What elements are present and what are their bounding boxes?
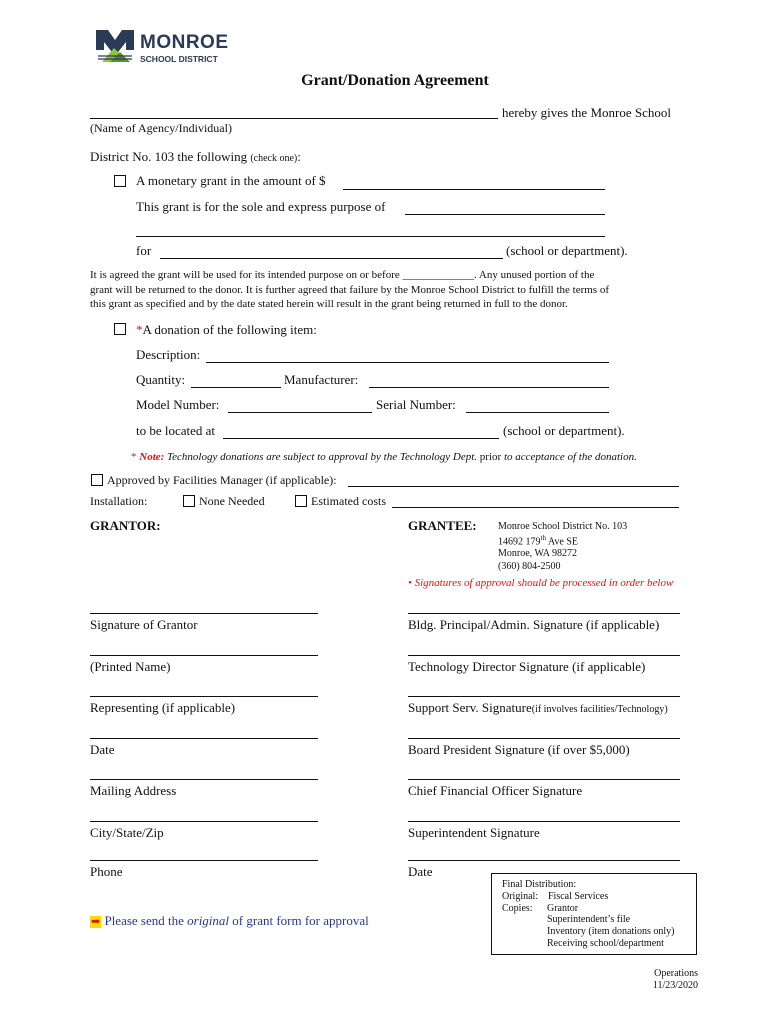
- note-word: Note:: [139, 451, 165, 463]
- tech-director-signature-line[interactable]: [408, 655, 680, 656]
- check-one-text: (check one): [250, 153, 298, 164]
- note-star: *: [131, 451, 137, 463]
- for-label: for: [136, 243, 152, 258]
- footer-dept: Operations: [654, 968, 698, 979]
- district-text: District No. 103 the following: [90, 149, 248, 164]
- send-original-note: [90, 913, 369, 929]
- page-title: Grant/Donation Agreement: [301, 72, 489, 89]
- grantee-address-1: Monroe School District No. 103: [498, 521, 628, 532]
- grantor-city-line[interactable]: [90, 821, 318, 822]
- distribution-copies-label: Copies:: [502, 903, 533, 914]
- donation-label: A donation of the following item:: [142, 322, 317, 337]
- grantor-printed-name-label: (Printed Name): [90, 659, 171, 674]
- donation-checkbox[interactable]: [114, 323, 126, 335]
- support-serv-text: Support Serv. Signature: [408, 700, 532, 715]
- purpose-line-2[interactable]: [136, 236, 605, 237]
- estimated-costs-checkbox[interactable]: [295, 495, 307, 507]
- purpose-line[interactable]: [405, 214, 605, 215]
- cfo-signature-line[interactable]: [408, 779, 680, 780]
- manufacturer-label: Manufacturer:: [284, 372, 359, 387]
- serial-line[interactable]: [466, 412, 609, 413]
- distribution-copy-1: Grantor: [547, 903, 579, 914]
- grantee-date-label: Date: [408, 864, 433, 879]
- facilities-line[interactable]: [348, 486, 679, 487]
- for-school-line[interactable]: [160, 258, 503, 259]
- distribution-copy-4: Receiving school/department: [547, 938, 664, 949]
- approval-order-note: • Signatures of approval should be processed in order below: [408, 577, 674, 589]
- agreement-line-3: this grant as specified and by the date stated herein will result in the grant being returned in full to the donor.: [90, 298, 568, 310]
- grantee-address-3: Monroe, WA 98272: [498, 548, 577, 559]
- grantor-mailing-label: Mailing Address: [90, 783, 177, 798]
- grantee-address-2: [498, 534, 578, 547]
- located-label: to be located at: [136, 423, 216, 438]
- monetary-checkbox[interactable]: [114, 175, 126, 187]
- none-needed-label: None Needed: [199, 494, 265, 508]
- facilities-checkbox[interactable]: [91, 474, 103, 486]
- grantor-mailing-line[interactable]: [90, 779, 318, 780]
- send-pre: Please send the: [104, 913, 184, 928]
- gives-text: hereby gives the Monroe School: [502, 105, 671, 120]
- distribution-copy-2: Superintendent’s file: [547, 914, 631, 925]
- agreement-line-2: grant will be returned to the donor. It is further agreed that failure by the Monroe School District to fulfill the terms of: [90, 284, 609, 296]
- model-label: Model Number:: [136, 397, 220, 412]
- grantor-date-label: Date: [90, 742, 115, 757]
- grantee-date-line[interactable]: [408, 860, 680, 861]
- superintendent-signature-label: Superintendent Signature: [408, 825, 540, 840]
- grantor-phone-label: Phone: [90, 864, 123, 879]
- installation-label: Installation:: [90, 494, 148, 508]
- support-serv-signature-line[interactable]: [408, 696, 680, 697]
- board-president-signature-label: Board President Signature (if over $5,000): [408, 742, 630, 757]
- donation-label-row: [136, 322, 317, 338]
- distribution-original-label: Original:: [502, 891, 539, 902]
- arrow-icon: ➡: [91, 916, 101, 928]
- grantor-signature-line[interactable]: [90, 613, 318, 614]
- logo-name: MONROE: [140, 32, 229, 53]
- send-post: of grant form for approval: [232, 913, 369, 928]
- grantor-phone-line[interactable]: [90, 860, 318, 861]
- monroe-logo-mark: [96, 28, 134, 68]
- distribution-copy-3: Inventory (item donations only): [547, 926, 675, 937]
- agreement-line-1: It is agreed the grant will be used for its intended purpose on or before _____________. Any unused portion of the: [90, 269, 595, 281]
- purpose-label: This grant is for the sole and express purpose of: [136, 199, 386, 214]
- donation-school-dept: (school or department).: [503, 423, 625, 438]
- district-line: [90, 149, 301, 165]
- agency-name-line[interactable]: [90, 118, 498, 119]
- facilities-approved-label: Approved by Facilities Manager (if applicable):: [107, 473, 337, 487]
- located-line[interactable]: [223, 438, 499, 439]
- send-original: original: [187, 913, 230, 928]
- grantor-signature-label: Signature of Grantor: [90, 617, 198, 632]
- estimated-costs-label: Estimated costs: [311, 494, 386, 508]
- manufacturer-line[interactable]: [369, 387, 609, 388]
- principal-signature-label: Bldg. Principal/Admin. Signature (if applicable): [408, 617, 660, 632]
- district-logo: [96, 28, 236, 70]
- model-line[interactable]: [228, 412, 372, 413]
- colon: :: [297, 149, 301, 164]
- grantee-address-4: (360) 804-2500: [498, 561, 561, 572]
- grantor-representing-line[interactable]: [90, 696, 318, 697]
- principal-signature-line[interactable]: [408, 613, 680, 614]
- tech-note: [131, 451, 637, 463]
- grantee-street-th: th: [540, 534, 546, 542]
- estimated-costs-line[interactable]: [392, 507, 679, 508]
- footer-date: 11/23/2020: [652, 980, 698, 991]
- donation-star: *: [136, 322, 143, 337]
- quantity-label: Quantity:: [136, 372, 186, 387]
- grantor-date-line[interactable]: [90, 738, 318, 739]
- cfo-signature-label: Chief Financial Officer Signature: [408, 783, 583, 798]
- note-prior: prior: [479, 451, 502, 463]
- amount-line[interactable]: [343, 189, 605, 190]
- board-president-signature-line[interactable]: [408, 738, 680, 739]
- tech-director-signature-label: Technology Director Signature (if applicable): [408, 659, 646, 674]
- note-text-1: Technology donations are subject to approval by the Technology Dept.: [167, 451, 478, 463]
- monetary-school-dept: (school or department).: [506, 243, 628, 258]
- support-serv-signature-label: [408, 700, 668, 716]
- none-needed-checkbox[interactable]: [183, 495, 195, 507]
- grantee-street-num: 14692 179: [498, 536, 541, 548]
- name-label: (Name of Agency/Individual): [90, 121, 232, 135]
- grantee-street-name: Ave SE: [547, 536, 578, 548]
- support-serv-small: (if involves facilities/Technology): [531, 704, 668, 715]
- distribution-original-value: Fiscal Services: [548, 891, 609, 902]
- grantor-representing-label: Representing (if applicable): [90, 700, 236, 715]
- grantor-city-label: City/State/Zip: [90, 825, 164, 840]
- logo-subtitle: SCHOOL DISTRICT: [140, 54, 218, 64]
- grantee-heading: GRANTEE:: [408, 518, 477, 533]
- description-label: Description:: [136, 347, 201, 362]
- quantity-line[interactable]: [191, 387, 281, 388]
- description-line[interactable]: [206, 362, 609, 363]
- monetary-label: A monetary grant in the amount of $: [136, 173, 326, 188]
- serial-label: Serial Number:: [376, 397, 456, 412]
- grantor-heading: GRANTOR:: [90, 518, 161, 533]
- distribution-title: Final Distribution:: [502, 879, 577, 890]
- grantor-printed-name-line[interactable]: [90, 655, 318, 656]
- superintendent-signature-line[interactable]: [408, 821, 680, 822]
- note-text-2: to acceptance of the donation.: [503, 451, 637, 463]
